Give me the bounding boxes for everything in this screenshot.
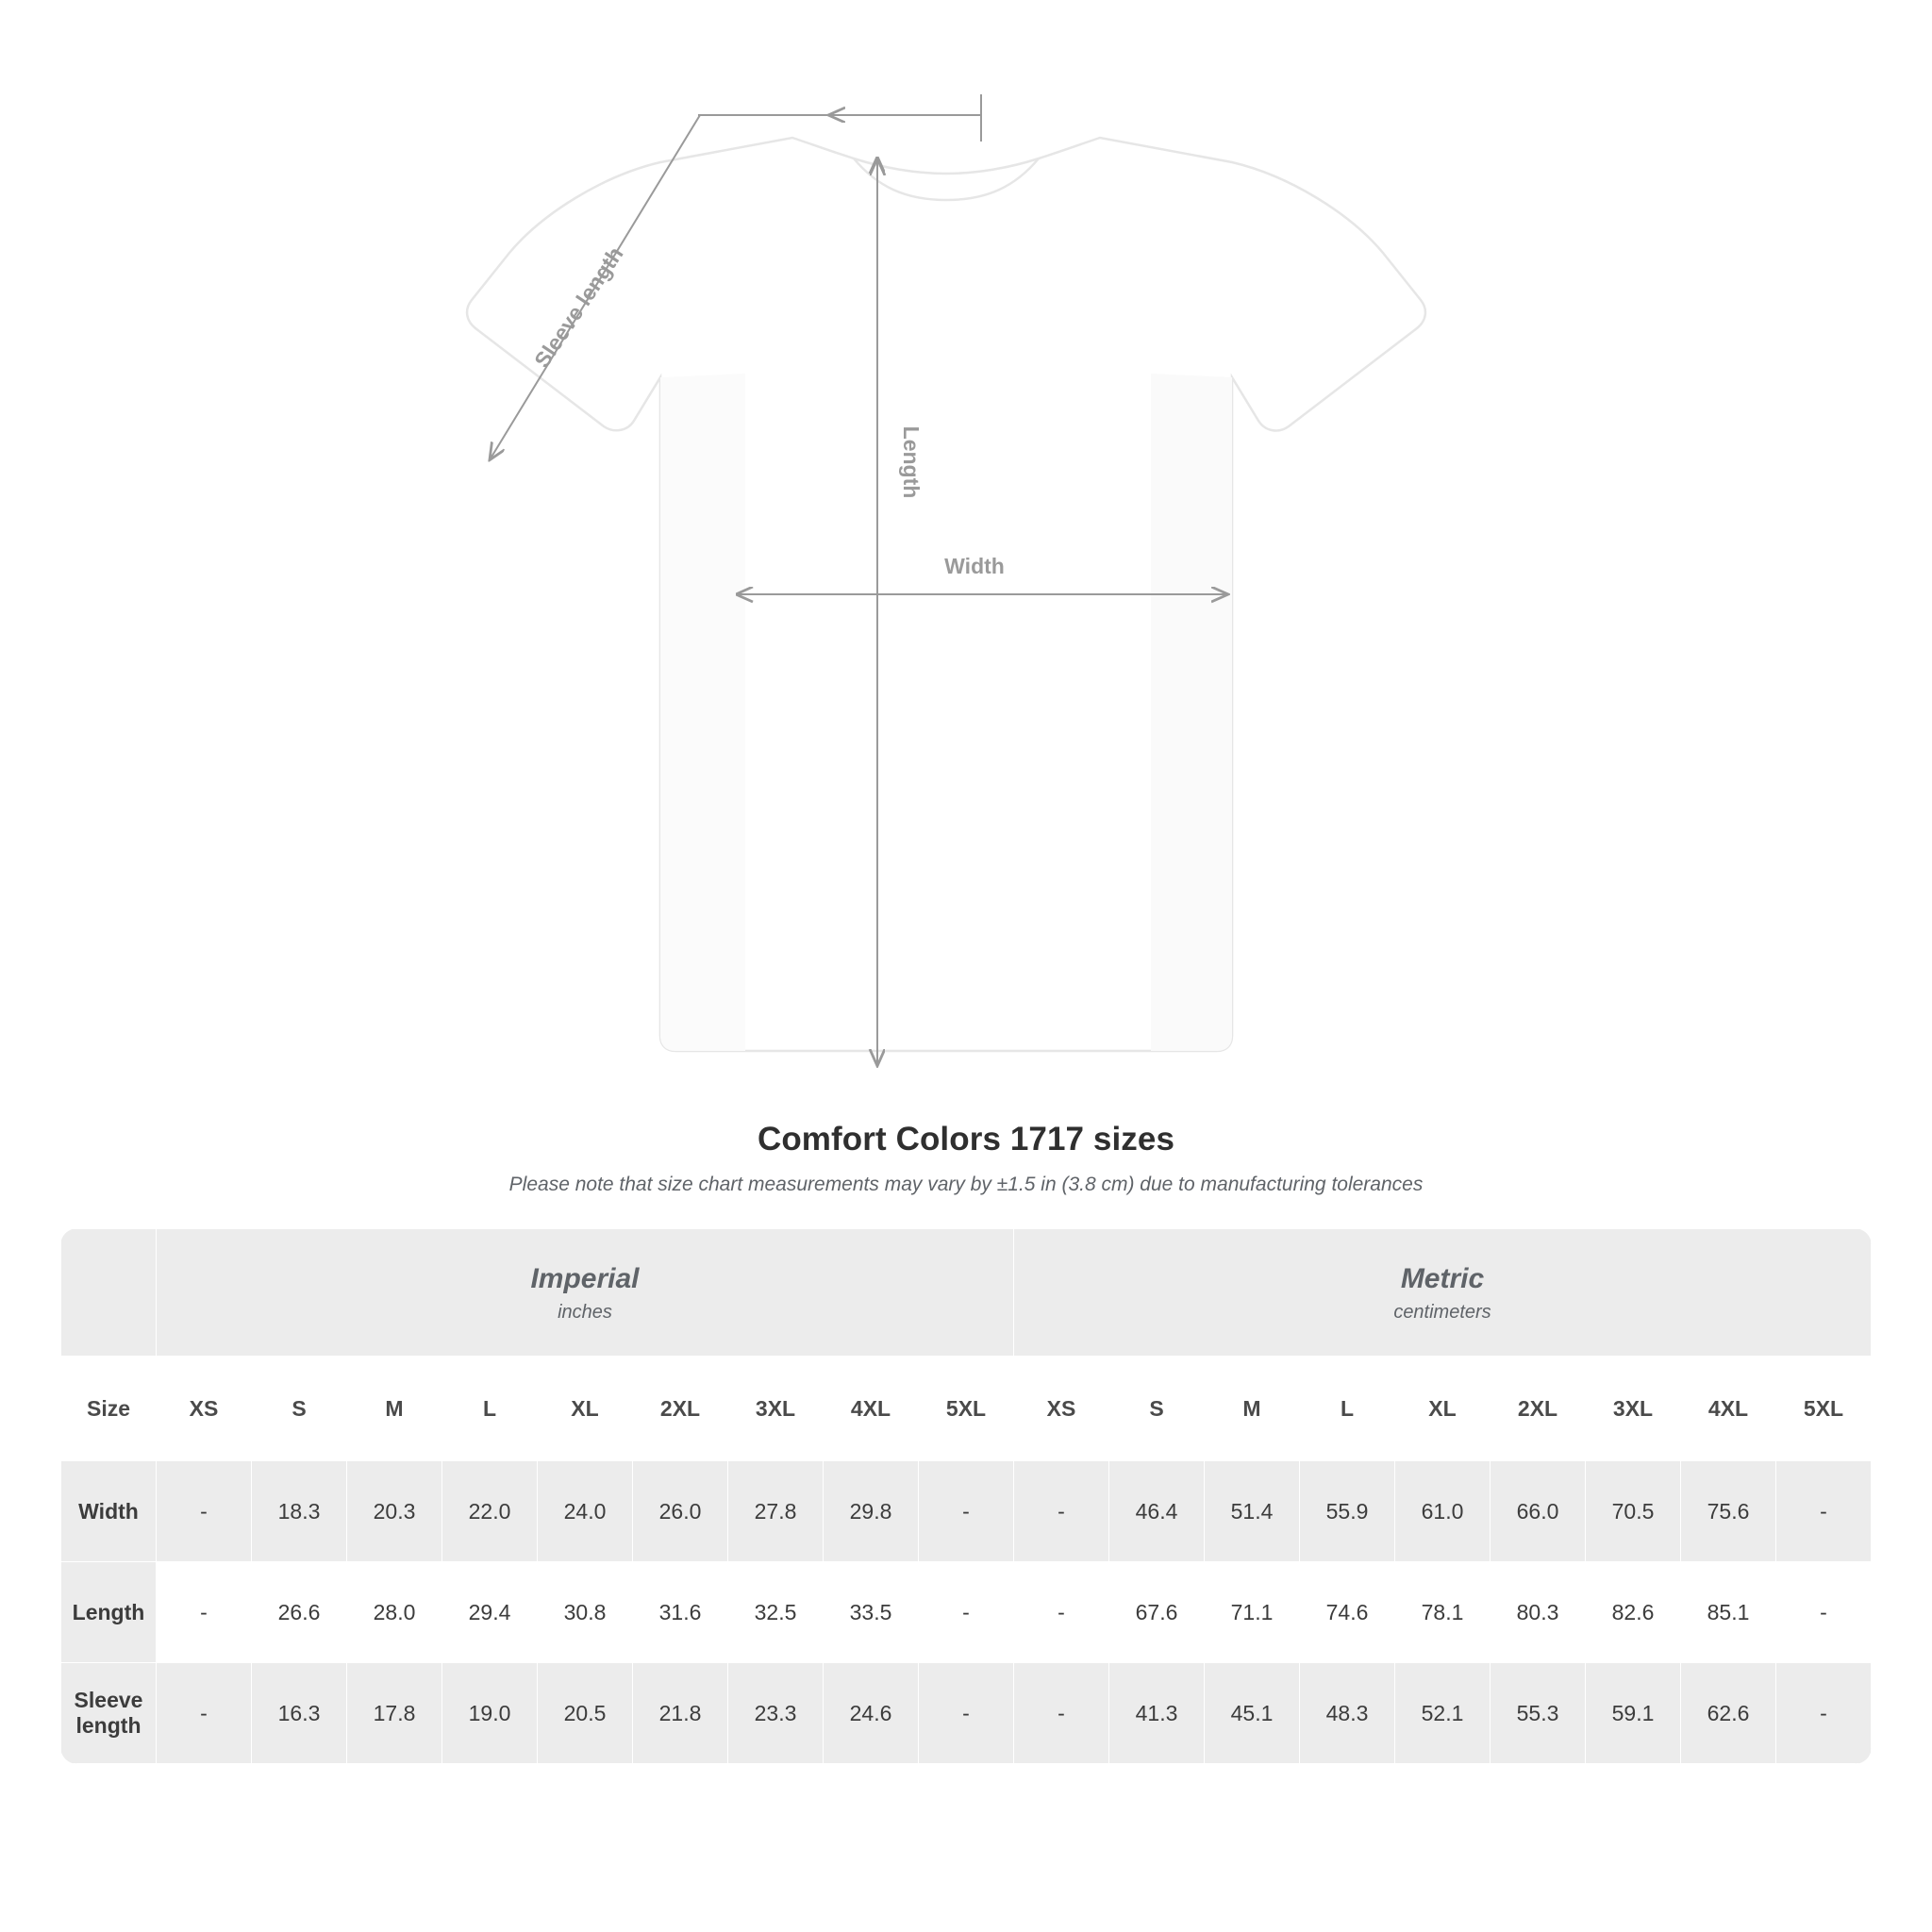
unit-imperial-title: Imperial: [530, 1262, 640, 1294]
size-header-row: [61, 1357, 1872, 1461]
size-table: [60, 1228, 1872, 1764]
size-label-cell: Size: [61, 1357, 157, 1461]
size-column-header: 3XL: [728, 1357, 824, 1461]
size-column-header: XS: [157, 1357, 252, 1461]
size-column-header: 5XL: [919, 1357, 1014, 1461]
measurement-cell: 66.0: [1491, 1461, 1586, 1562]
size-column-header: 2XL: [633, 1357, 728, 1461]
measurement-cell: 55.9: [1300, 1461, 1395, 1562]
measurement-cell: 32.5: [728, 1562, 824, 1663]
measurement-cell: 29.4: [442, 1562, 538, 1663]
measurement-cell: 20.3: [347, 1461, 442, 1562]
measurement-cell: -: [1776, 1461, 1872, 1562]
measurement-cell: 41.3: [1109, 1663, 1205, 1764]
measurement-cell: 22.0: [442, 1461, 538, 1562]
measurement-cell: 17.8: [347, 1663, 442, 1764]
measurement-cell: 71.1: [1205, 1562, 1300, 1663]
measurement-cell: 78.1: [1395, 1562, 1491, 1663]
unit-imperial-sub: inches: [558, 1302, 612, 1324]
measurement-cell: 55.3: [1491, 1663, 1586, 1764]
size-column-header: M: [1205, 1357, 1300, 1461]
measurement-cell: 31.6: [633, 1562, 728, 1663]
measurement-cell: 33.5: [824, 1562, 919, 1663]
unit-metric-cell: [1014, 1229, 1872, 1357]
measurement-cell: 61.0: [1395, 1461, 1491, 1562]
measurement-cell: 30.8: [538, 1562, 633, 1663]
size-column-header: XL: [1395, 1357, 1491, 1461]
measurement-cell: 27.8: [728, 1461, 824, 1562]
unit-metric-sub: centimeters: [1393, 1302, 1491, 1324]
measurement-cell: 28.0: [347, 1562, 442, 1663]
measurement-cell: 20.5: [538, 1663, 633, 1764]
measurement-cell: 74.6: [1300, 1562, 1395, 1663]
measurement-cell: 21.8: [633, 1663, 728, 1764]
measurement-cell: -: [1014, 1562, 1109, 1663]
size-column-header: XS: [1014, 1357, 1109, 1461]
measurement-cell: -: [919, 1663, 1014, 1764]
size-column-header: 2XL: [1491, 1357, 1586, 1461]
measurement-cell: 59.1: [1586, 1663, 1681, 1764]
measurement-cell: 52.1: [1395, 1663, 1491, 1764]
measurement-cell: 24.0: [538, 1461, 633, 1562]
measurement-cell: 48.3: [1300, 1663, 1395, 1764]
measurement-cell: 24.6: [824, 1663, 919, 1764]
measurement-cell: 85.1: [1681, 1562, 1776, 1663]
measurement-cell: 51.4: [1205, 1461, 1300, 1562]
table-row: [61, 1562, 1872, 1663]
measurement-cell: 82.6: [1586, 1562, 1681, 1663]
unit-imperial-cell: [157, 1229, 1014, 1357]
measurement-cell: 18.3: [252, 1461, 347, 1562]
measurement-cell: 26.6: [252, 1562, 347, 1663]
size-column-header: S: [252, 1357, 347, 1461]
measurement-label: Length: [61, 1562, 157, 1663]
table-row: [61, 1461, 1872, 1562]
unit-header-row: [61, 1229, 1872, 1357]
measurement-cell: 75.6: [1681, 1461, 1776, 1562]
unit-corner-cell: [61, 1229, 157, 1357]
measurement-cell: 62.6: [1681, 1663, 1776, 1764]
size-column-header: 3XL: [1586, 1357, 1681, 1461]
measurement-cell: -: [919, 1461, 1014, 1562]
measurement-cell: -: [1014, 1663, 1109, 1764]
measurement-cell: -: [157, 1461, 252, 1562]
measurement-cell: 19.0: [442, 1663, 538, 1764]
measurement-cell: -: [1014, 1461, 1109, 1562]
measurement-cell: -: [1776, 1663, 1872, 1764]
measurement-cell: 67.6: [1109, 1562, 1205, 1663]
label-width: Width: [944, 554, 1005, 578]
measurement-label: Sleeve length: [61, 1663, 157, 1764]
size-column-header: S: [1109, 1357, 1205, 1461]
title-block: [0, 1121, 1932, 1196]
measurement-cell: 45.1: [1205, 1663, 1300, 1764]
measurement-cell: 80.3: [1491, 1562, 1586, 1663]
size-column-header: L: [1300, 1357, 1395, 1461]
tolerance-note: Please note that size chart measurements may vary by ±1.5 in (3.8 cm) due to manufacturing tolerances: [508, 1174, 1424, 1195]
size-table-wrapper: [60, 1228, 1872, 1764]
size-column-header: 5XL: [1776, 1357, 1872, 1461]
unit-metric-title: Metric: [1400, 1262, 1485, 1294]
size-column-header: XL: [538, 1357, 633, 1461]
measurement-cell: 26.0: [633, 1461, 728, 1562]
size-column-header: 4XL: [824, 1357, 919, 1461]
size-column-header: L: [442, 1357, 538, 1461]
measurement-cell: -: [157, 1663, 252, 1764]
measurement-cell: -: [157, 1562, 252, 1663]
measurement-cell: -: [919, 1562, 1014, 1663]
measurement-cell: -: [1776, 1562, 1872, 1663]
measurement-cell: 46.4: [1109, 1461, 1205, 1562]
measurement-cell: 16.3: [252, 1663, 347, 1764]
label-length: Length: [899, 425, 924, 499]
measurement-cell: 23.3: [728, 1663, 824, 1764]
table-row: [61, 1663, 1872, 1764]
page-title: Comfort Colors 1717 sizes: [757, 1121, 1175, 1158]
measurement-label: Width: [61, 1461, 157, 1562]
size-column-header: 4XL: [1681, 1357, 1776, 1461]
measurement-cell: 29.8: [824, 1461, 919, 1562]
size-column-header: M: [347, 1357, 442, 1461]
measurement-cell: 70.5: [1586, 1461, 1681, 1562]
label-sleeve-length: Sleeve length: [529, 242, 628, 373]
